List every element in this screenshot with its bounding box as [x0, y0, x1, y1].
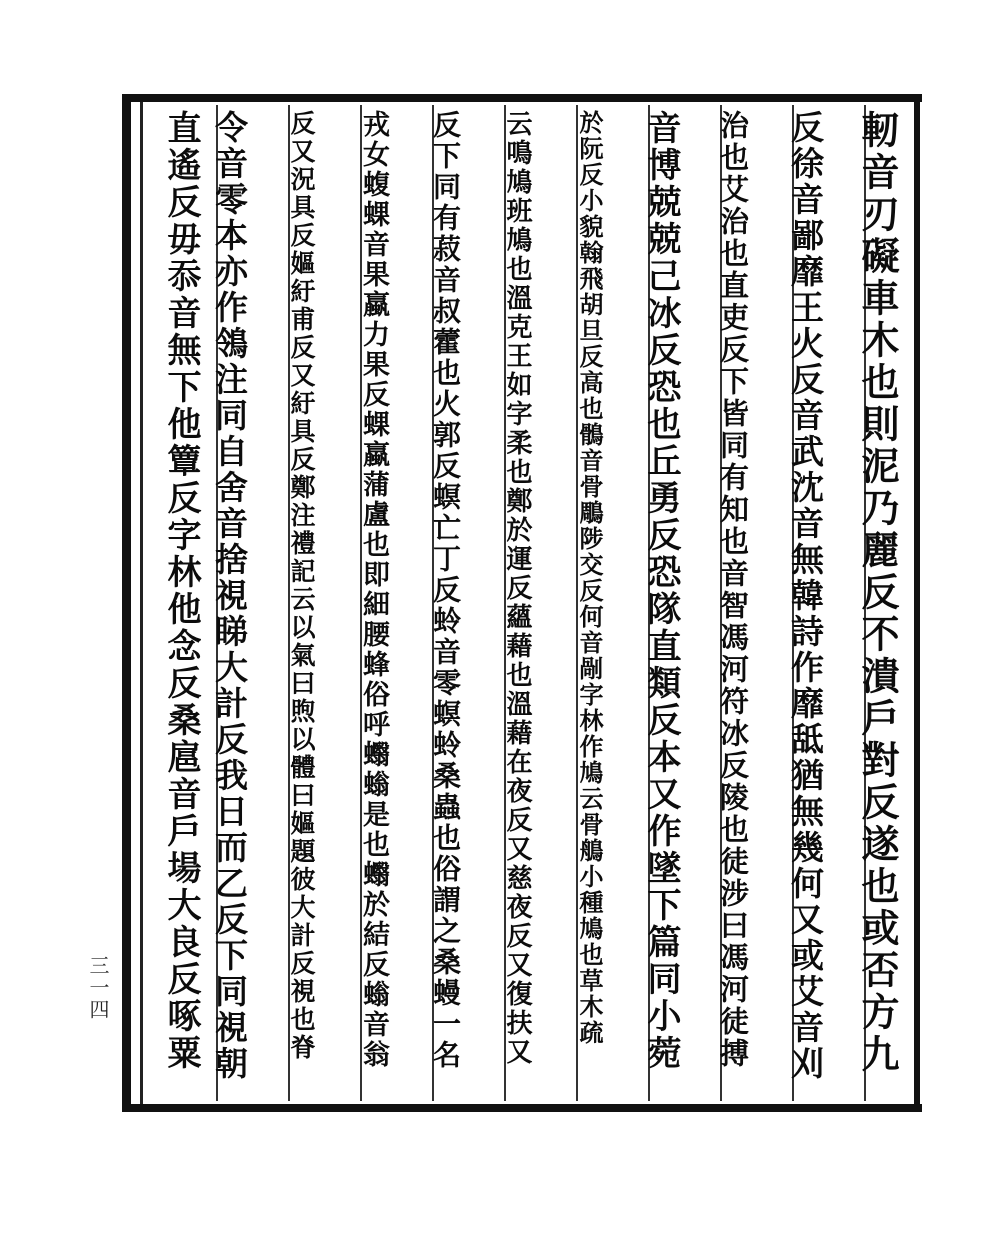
text-column-1	[840, 110, 914, 1100]
text-column-8	[336, 110, 410, 1100]
column-text: 直遙反毋忝音無下他簟反字林他念反桑扈音戶場大良反啄粟	[161, 110, 201, 1072]
column-text: 治也艾治也直吏反下皆同有知也音智馮河符冰反陵也徒涉曰馮河徒搏	[716, 110, 750, 1070]
frame-right-border	[914, 94, 920, 1112]
inner-border-line	[140, 102, 143, 1104]
text-column-2	[768, 110, 842, 1100]
column-text: 反又況具反嫗紆甫反又紆具反鄭注禮記云以氣曰煦以體曰嫗題彼大計反視也脊	[287, 110, 316, 1062]
text-column-9	[264, 110, 338, 1100]
column-text: 於阮反小貌翰飛胡旦反高也鶻音骨鵰陟交反何音剮字林作鳩云骨鵃小種鳩也草木疏	[575, 110, 604, 1046]
column-text: 反下同有菽音叔藿也火郭反螟亡丁反蛉音零螟蛉桑蟲也俗謂之桑蟃一名	[429, 110, 462, 1071]
text-column-5	[552, 110, 626, 1100]
text-column-4	[624, 110, 698, 1100]
column-text: 音博兢兢己冰反恐也丘勇反恐隊直類反本又作墜下篇同小菀	[641, 110, 681, 1072]
column-text: 云鳴鳩班鳩也溫克王如字柔也鄭於運反蘊藉也溫藉在夜反又慈夜反又復扶又	[502, 110, 532, 1067]
column-text: 軔音刃礙車木也則泥乃麗反不潰戶對反遂也或否方九	[855, 110, 900, 1076]
column-text: 令音零本亦作鴒注同自舍音捨視睇大計反我日而乙反下同視朝	[210, 110, 249, 1082]
text-column-3	[696, 110, 770, 1100]
text-column-7	[408, 110, 482, 1100]
page-number: 三一四	[86, 955, 110, 1021]
text-column-11	[144, 110, 218, 1100]
column-text: 戎女蝮蜾音果蠃力果反蜾蠃蒲盧也即細腰蜂俗呼蠮螉是也蠮於結反螉音翁	[358, 110, 389, 1070]
column-text: 反徐音鄙靡王火反音武沈音無韓詩作靡䑛猶無幾何又或艾音刈	[786, 110, 825, 1082]
text-column-6	[480, 110, 554, 1100]
